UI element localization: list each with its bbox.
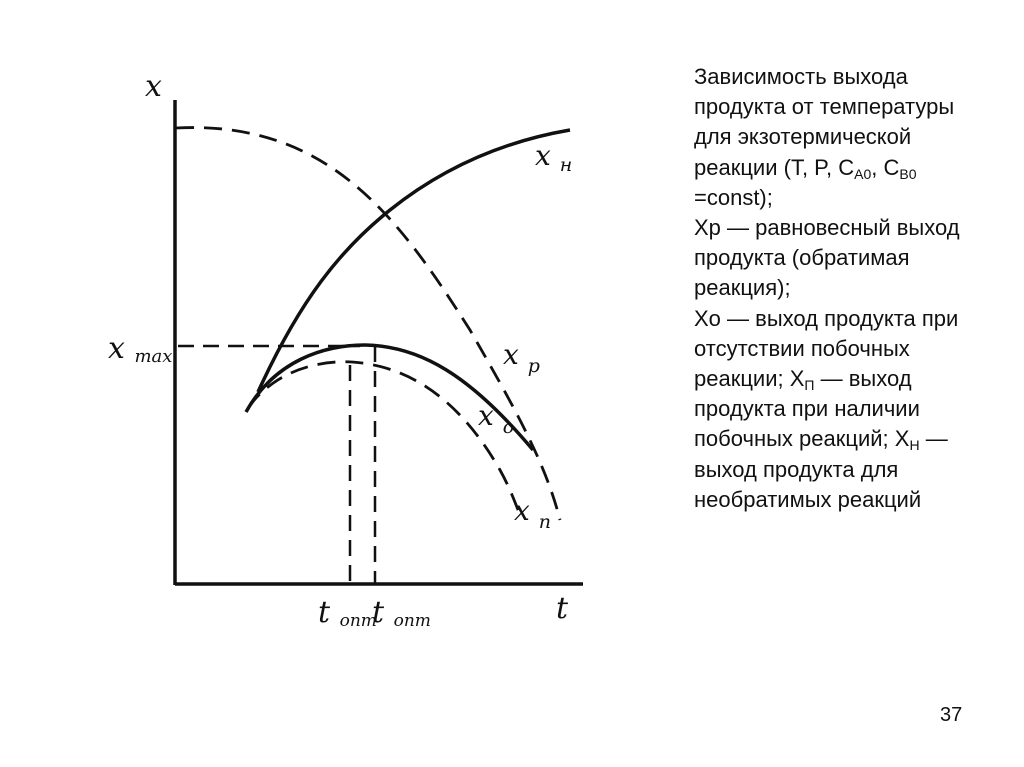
y-axis-label: x (145, 69, 162, 104)
t-opt-label-1 (318, 595, 377, 631)
description-xp: Xp — равновесный выход продукта (обратимая реакция); (694, 215, 960, 301)
x-max-subscript: max (134, 346, 173, 367)
cb0-subscript: B0 (899, 165, 917, 182)
t-opt-subscript-1: опт (339, 611, 377, 631)
description-xo-xpi-xn (694, 304, 994, 515)
xpi-subscript: П (804, 377, 815, 394)
description-line1-end: =const); (694, 184, 773, 210)
t-opt-label-2 (372, 595, 431, 631)
description-xn: — выход продукта для необратимых реакций (694, 426, 948, 512)
curve-label-xp-subscript: p (527, 355, 540, 377)
curve-label-xo (478, 399, 514, 438)
curve-label-xn-subscript: н (559, 154, 573, 176)
curve-xpi (248, 362, 520, 515)
t-opt-symbol-1: t (318, 595, 331, 630)
curve-label-xo-subscript: o (502, 416, 515, 438)
page-number: 37 (940, 704, 963, 726)
description-xo: Xo — выход продукта при отсутствии побочных реакции; X (694, 305, 959, 392)
description-intro (694, 62, 994, 213)
curve-xp (176, 128, 560, 520)
description-xpi: — выход продукта при наличии побочных реакций; X (694, 366, 920, 452)
description-line1: Зависимость выхода продукта от температуры для экзотермической реакции (T, P, C (694, 64, 955, 180)
curve-xo (246, 345, 533, 450)
curve-label-xn-symbol: x (535, 139, 551, 172)
xn-subscript: Н (909, 437, 920, 454)
description-comma: , C (871, 154, 900, 180)
curve-label-xpi (514, 494, 551, 533)
ca0-subscript: A0 (854, 165, 872, 182)
t-opt-subscript-2: опт (393, 611, 431, 631)
t-opt-symbol-2: t (372, 595, 385, 630)
x-max-symbol: x (108, 331, 125, 366)
x-axis-label: t (556, 591, 569, 626)
curve-label-xpi-symbol: x (514, 494, 530, 527)
curve-label-xpi-subscript: п (538, 511, 551, 533)
curve-label-xn (535, 139, 572, 176)
x-max-label (108, 331, 172, 367)
description-text (694, 62, 994, 515)
curve-label-xp-symbol: x (503, 338, 519, 371)
curve-label-xp (503, 338, 540, 377)
curve-label-xo-symbol: x (478, 399, 494, 432)
